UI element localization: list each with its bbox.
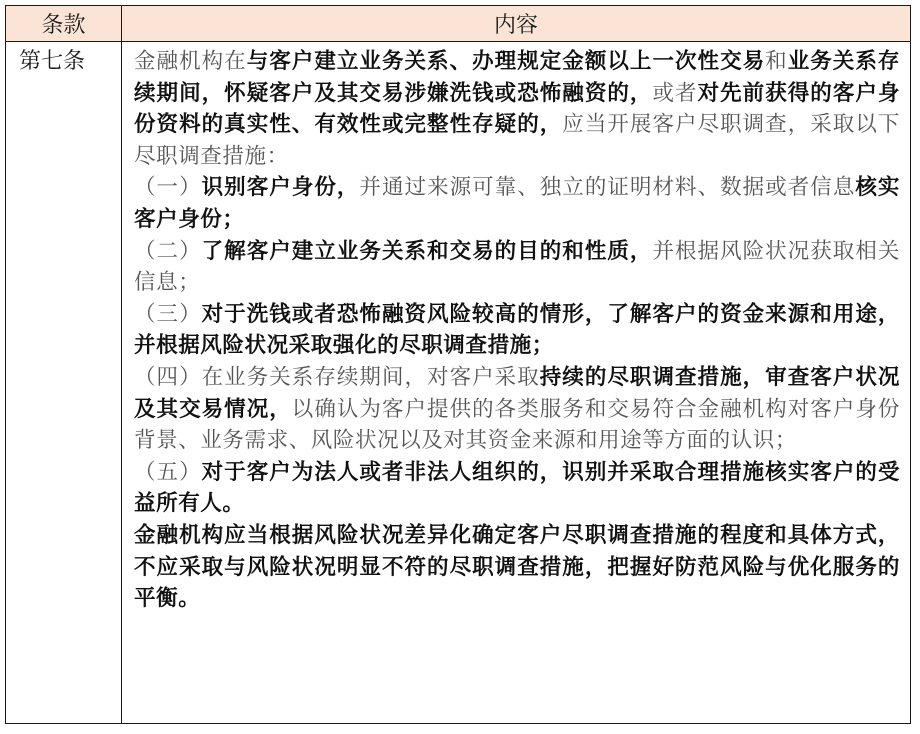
- bold-text-run: 对先前获得的客户身份资料的真实性、有效性或完整性存疑的，: [134, 80, 900, 138]
- content-paragraph: [134, 46, 900, 172]
- article-content: [122, 42, 910, 723]
- regular-text-run: （三）: [134, 301, 202, 327]
- bold-text-run: 对于洗钱或者恐怖融资风险较高的情形，了解客户的资金来源和用途，并根据风险状况采取强化的尽职调查措施；: [134, 301, 900, 359]
- bold-text-run: 核实客户身份；: [134, 175, 901, 232]
- regular-text-run: 以确认为客户提供的各类服务和交易符合金融机构对客户身份背景、业务需求、风险状况以及对其资金来源和用途等方面的认识；: [134, 396, 900, 454]
- header-content: 内容: [493, 13, 538, 38]
- regular-text-run: 并根据风险状况获取相关信息；: [134, 238, 900, 296]
- regular-text-run: 和: [765, 49, 788, 74]
- content-paragraph: [134, 362, 900, 457]
- regular-text-run: （四）在业务关系存续期间，对客户采取: [134, 364, 540, 390]
- bold-text-run: 与客户建立业务关系、办理规定金额以上一次性交易: [246, 49, 766, 74]
- bold-text-run: 持续的尽职调查措施，审查客户状况及其交易情况，: [134, 364, 900, 422]
- regular-text-run: （二）: [134, 238, 202, 264]
- table-header-row: [6, 6, 910, 42]
- regular-text-run: 金融机构在: [134, 49, 247, 74]
- bold-text-run: 业务关系存续期间，怀疑客户及其交易涉嫌洗钱或恐怖融资的，: [134, 49, 900, 106]
- regulation-table: [5, 5, 911, 724]
- regular-text-run: 或者: [652, 80, 698, 106]
- content-paragraph: [134, 457, 900, 520]
- content-paragraph: [134, 520, 900, 615]
- bold-text-run: 了解客户建立业务关系和交易的目的和性质，: [201, 238, 653, 264]
- content-paragraph: [134, 172, 900, 235]
- bold-text-run: 识别客户身份，: [201, 175, 360, 201]
- content-paragraph: [134, 236, 900, 299]
- regular-text-run: 并通过来源可靠、独立的证明材料、数据或者信息: [359, 175, 856, 201]
- regular-text-run: （一）: [134, 175, 202, 201]
- bold-text-run: 对于客户为法人或者非法人组织的，识别并采取合理措施核实客户的受益所有人。: [134, 459, 900, 517]
- content-paragraph: [134, 299, 900, 362]
- regular-text-run: （五）: [134, 459, 202, 485]
- regular-text-run: 应当开展客户尽职调查，采取以下尽职调查措施：: [134, 112, 900, 169]
- header-clause: 条款: [6, 6, 122, 41]
- article-number: 第七条: [6, 42, 122, 723]
- bold-text-run: 金融机构应当根据风险状况差异化确定客户尽职调查措施的程度和具体方式，不应采取与风险状况明显不符的尽职调查措施，把握好防范风险与优化服务的平衡。: [134, 522, 900, 612]
- table-row: [6, 42, 910, 723]
